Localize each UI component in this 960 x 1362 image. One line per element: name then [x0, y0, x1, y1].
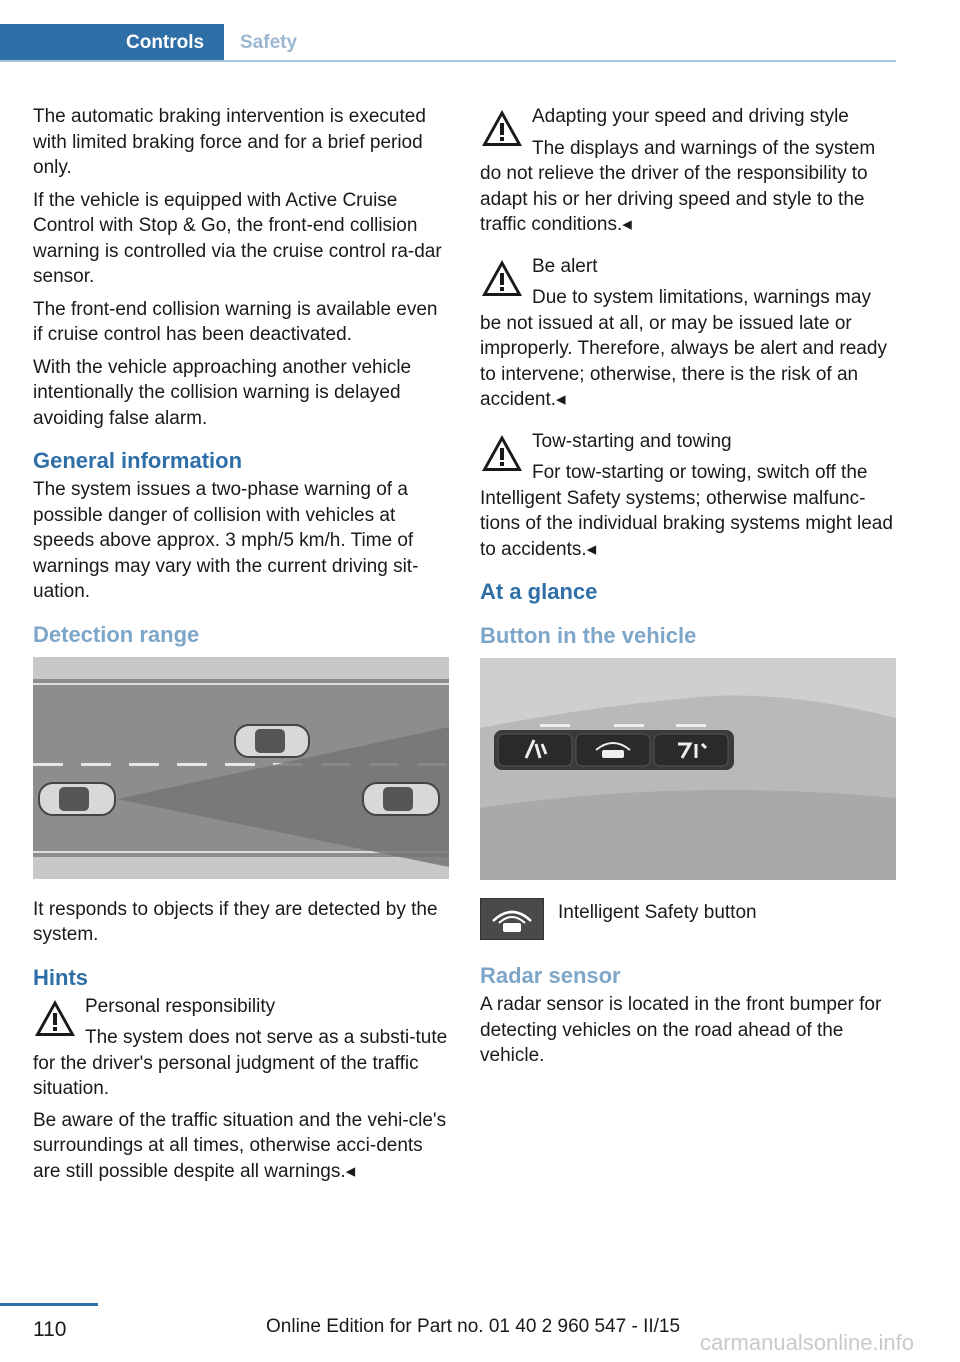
heading-radar-sensor: Radar sensor	[480, 963, 621, 988]
left-column	[33, 104, 449, 1191]
edition-info: Online Edition for Part no. 01 40 2 960 547 - II/15	[266, 1316, 681, 1337]
heading-detection-range: Detection range	[33, 621, 200, 647]
button-parking-icon	[654, 734, 728, 766]
button-lane-icon	[498, 734, 572, 766]
watermark-text: carmanualsonline.info	[700, 1330, 915, 1355]
warning-triangle-icon	[480, 431, 524, 475]
warning-triangle-icon	[33, 996, 77, 1040]
button-intelligent-safety	[576, 734, 650, 766]
warning-adapting-speed	[480, 104, 896, 238]
vehicle-button-photo	[480, 658, 896, 880]
paragraph: A radar sensor is located in the front bumper for detecting vehicles on the road ahead of the vehicle.	[480, 994, 882, 1066]
warning-title: Personal responsibility	[85, 995, 276, 1017]
paragraph: It responds to objects if they are detected by the system.	[33, 898, 438, 945]
paragraph: If the vehicle is equipped with Active Cruise Control with Stop & Go, the front-end collision warning is controlled via the cruise control ra-dar sensor.	[33, 189, 442, 287]
page-number: 110	[33, 1318, 67, 1341]
paragraph: The automatic braking intervention is executed with limited braking force and for a brief period only.	[33, 106, 426, 178]
paragraph: With the vehicle approaching another vehicle intentionally the collision warning is delayed avoiding false alarm.	[33, 356, 412, 429]
chapter-tabs	[0, 24, 896, 62]
warning-body: For tow-starting or towing, switch off the Intelligent Safety systems; otherwise malfunc-tions of the individual braking systems might lead to accidents.◂	[480, 462, 893, 560]
warning-body: The displays and warnings of the system do not relieve the driver of the responsibility to adapt his or her driving speed and style to the traffic conditions.◂	[480, 137, 876, 235]
warning-title: Adapting your speed and driving style	[532, 106, 849, 127]
detection-range-illustration	[33, 657, 449, 879]
warning-title: Tow-starting and towing	[532, 430, 732, 452]
car-own	[39, 783, 115, 815]
right-column	[480, 104, 896, 1076]
warning-triangle-icon	[480, 106, 524, 150]
warning-personal-responsibility	[33, 994, 449, 1102]
warning-be-alert	[480, 254, 896, 413]
paragraph: The front-end collision warning is available even if cruise control has been deactivated.	[33, 298, 438, 345]
tab-safety[interactable]: Safety	[240, 32, 298, 53]
paragraph: The system issues a two-phase warning of a possible danger of collision with vehicles at speeds above approx. 3 mph/5 km/h. Time of warnings may vary with the current driving sit-uation.	[33, 479, 419, 602]
tab-divider	[0, 60, 896, 62]
footer-rule	[0, 1303, 98, 1306]
heading-general-information: General information	[33, 448, 243, 473]
car-ahead-lane-1	[235, 725, 309, 757]
paragraph: Be aware of the traffic situation and the vehi-cle's surroundings at all times, otherwise acci-dents are still possible despite all warnings.◂	[33, 1109, 447, 1182]
intelligent-safety-icon	[480, 898, 544, 940]
tab-controls-label: Controls	[126, 32, 205, 53]
heading-hints: Hints	[33, 964, 88, 990]
intelligent-safety-button-label: Intelligent Safety button	[558, 902, 757, 923]
intelligent-safety-button-row	[480, 898, 896, 940]
warning-body: The system does not serve as a substi-tute for the driver's personal judgment of the traffic situation.	[33, 1027, 448, 1099]
warning-title: Be alert	[532, 255, 598, 277]
heading-at-a-glance: At a glance	[480, 579, 598, 604]
warning-tow-starting	[480, 429, 896, 563]
heading-button-in-vehicle: Button in the vehicle	[480, 623, 697, 648]
tab-controls[interactable]	[0, 24, 224, 60]
warning-body: Due to system limitations, warnings may be not issued at all, or may be issued late or improperly. Therefore, always be alert and ready to intervene; otherwise, there is the risk of an accident.◂	[480, 287, 887, 410]
warning-triangle-icon	[480, 256, 524, 300]
car-ahead-lane-2	[363, 783, 439, 815]
